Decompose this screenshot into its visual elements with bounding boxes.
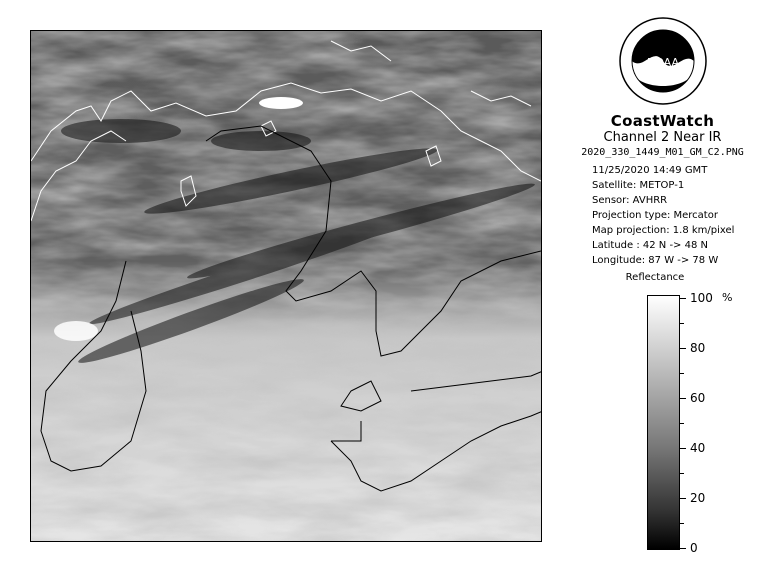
tick-mark [680, 398, 686, 399]
tick-label-100: 100 [690, 291, 713, 305]
tick-mark [680, 348, 686, 349]
tick-label-80: 80 [690, 341, 706, 355]
map-projection-label: Map projection: 1.8 km/pixel [592, 225, 735, 236]
longitude-label: Longitude: 87 W -> 78 W [592, 255, 719, 266]
logo-text: NOAA [646, 56, 680, 69]
tick-label-40: 40 [690, 441, 706, 455]
satellite-map [30, 30, 542, 542]
tick-mark [680, 548, 686, 549]
sensor-label: Sensor: AVHRR [592, 195, 668, 206]
minor-tick-mark [680, 423, 684, 424]
tick-mark [680, 448, 686, 449]
satellite-image [31, 31, 542, 542]
noaa-logo-icon [618, 16, 708, 106]
reflectance-colorbar [647, 295, 680, 550]
minor-tick-mark [680, 323, 684, 324]
tick-label-20: 20 [690, 491, 706, 505]
channel-label: Channel 2 Near IR [603, 130, 722, 145]
legend-title: Reflectance [625, 272, 685, 283]
minor-tick-mark [680, 473, 684, 474]
latitude-label: Latitude : 42 N -> 48 N [592, 240, 708, 251]
tick-mark [680, 498, 686, 499]
legend-unit: % [722, 291, 733, 304]
minor-tick-mark [680, 523, 684, 524]
datetime-label: 11/25/2020 14:49 GMT [592, 165, 708, 176]
tick-mark [680, 298, 686, 299]
app-title: CoastWatch [610, 112, 715, 130]
tick-label-0: 0 [690, 541, 698, 555]
minor-tick-mark [680, 373, 684, 374]
satellite-label: Satellite: METOP-1 [592, 180, 685, 191]
projection-type-label: Projection type: Mercator [592, 210, 718, 221]
tick-label-60: 60 [690, 391, 706, 405]
filename-label: 2020_330_1449_M01_GM_C2.PNG [581, 147, 744, 158]
